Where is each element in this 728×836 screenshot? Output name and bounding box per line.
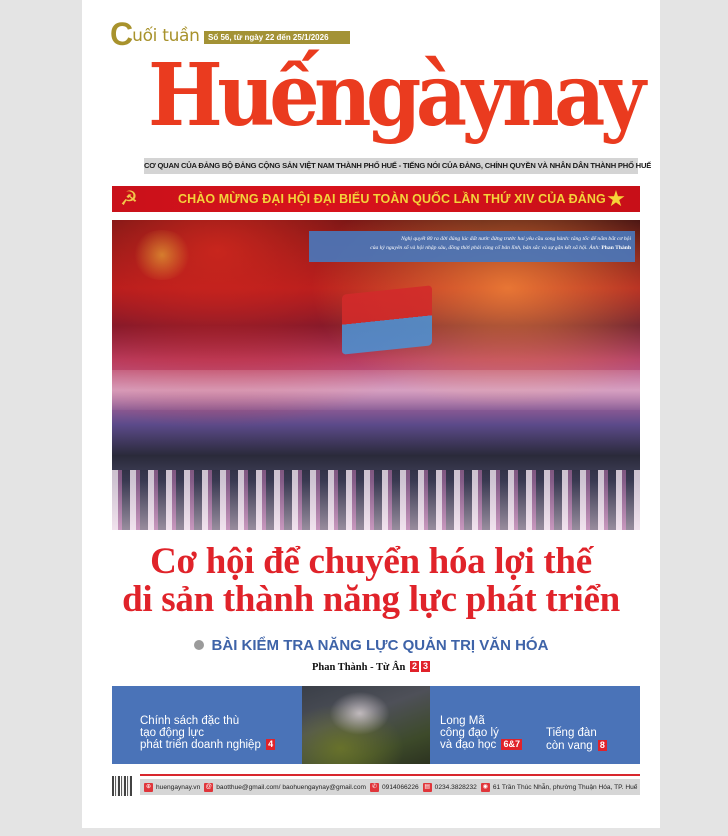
teaser-item-tieng-dan[interactable]	[546, 728, 607, 752]
caption-line-1: Nghị quyết 80 ra đời đúng lúc đất nước đứng trước hai yêu cầu song hành: tăng tốc để nắm bắt cơ hội	[401, 236, 631, 242]
teaser-line: công đạo lý	[440, 726, 499, 739]
flag-star-glow	[132, 230, 192, 280]
subhead-text: BÀI KIỂM TRA NĂNG LỰC QUẢN TRỊ VĂN HÓA	[211, 637, 549, 654]
teaser-line: Tiếng đàn	[546, 727, 597, 739]
page-ref-badge[interactable]: 8	[599, 739, 605, 750]
newspaper-title: Huếngàynay	[148, 45, 641, 146]
qr-code[interactable]	[112, 776, 132, 796]
section-label-initial: C	[110, 16, 134, 52]
page-ref-badge[interactable]: 4	[268, 739, 274, 749]
phone-number[interactable]: 0914066226	[382, 783, 419, 791]
byline-authors: Phan Thành - Từ Ân	[311, 662, 406, 673]
stage-smoke	[112, 370, 640, 410]
teaser-line: tạo động lực	[140, 726, 204, 739]
section-label-text: uối tuần	[132, 26, 200, 46]
email-link[interactable]: baotthue@gmail.com/ baohuengaynay@gmail.com	[216, 783, 366, 791]
fax-icon: ▤	[424, 783, 430, 790]
caption-credit: Phan Thành	[601, 245, 631, 251]
contact-footer	[112, 774, 640, 796]
issue-info: Số 56, từ ngày 22 đến 25/1/2026	[204, 31, 350, 44]
email-icon: @	[205, 783, 212, 790]
phone-icon: ✆	[371, 783, 378, 790]
teaser-line-text: còn vang	[546, 739, 593, 752]
congress-banner	[112, 186, 640, 212]
publisher-tagline: CƠ QUAN CỦA ĐẢNG BỘ ĐẢNG CỘNG SẢN VIỆT NAM THÀNH PHỐ HUẾ - TIẾNG NÓI CỦA ĐẢNG, CHÍNH QUYỀN VÀ NHÂN DÂN THÀNH PHỐ HUẾ	[144, 158, 638, 174]
headline-line-2: di sản thành năng lực phát triển	[122, 579, 620, 620]
newspaper-front-page	[82, 0, 660, 828]
teaser-line	[440, 739, 522, 752]
bullet-dot-icon	[194, 640, 204, 650]
globe-icon: ⊕	[145, 783, 152, 790]
website-link[interactable]: huengaynay.vn	[156, 783, 201, 791]
page-ref-badge[interactable]: 2	[412, 661, 418, 671]
fax-number: 0234.3828232	[434, 783, 477, 791]
teaser-line-text: phát triển doanh nghiệp	[140, 739, 261, 751]
teaser-strip	[112, 686, 640, 764]
teaser-line	[140, 739, 275, 752]
byline	[82, 661, 660, 675]
teaser-line: Chính sách đặc thù	[140, 715, 240, 727]
page-ref-badge[interactable]: 3	[423, 661, 429, 671]
teaser-line-text: và đạo học	[440, 739, 497, 751]
subheadline	[82, 636, 660, 656]
main-photo[interactable]	[112, 220, 640, 530]
banner-text: CHÀO MỪNG ĐẠI HỘI ĐẠI BIỂU TOÀN QUỐC LẦN THỨ XIV CỦA ĐẢNG	[178, 192, 606, 206]
star-icon: ★	[606, 186, 626, 211]
photo-caption	[309, 231, 635, 262]
teaser-item-long-ma[interactable]	[440, 716, 522, 752]
teaser-thumbnail-long-ma[interactable]	[302, 686, 430, 764]
main-headline[interactable]	[82, 543, 660, 619]
location-pin-icon: ◉	[482, 783, 488, 790]
headline-line-1: Cơ hội để chuyển hóa lợi thế	[150, 541, 592, 582]
teaser-line: Long Mã	[440, 715, 485, 727]
performers-row	[112, 470, 640, 530]
contact-bar	[140, 779, 640, 795]
teaser-line	[546, 740, 607, 753]
caption-line-2: của kỷ nguyên số và hội nhập sâu, đồng thời phải củng cố bản lĩnh, bản sắc và sự gắn kết xã hội. Ảnh:	[370, 245, 602, 251]
page-ref-badge[interactable]: 6&7	[503, 739, 520, 749]
flag-graphic	[342, 285, 432, 354]
teaser-item-business-policy[interactable]	[140, 716, 275, 752]
address: 61 Trần Thúc Nhẫn, phường Thuận Hóa, TP. Huế	[492, 783, 638, 791]
footer-divider	[140, 774, 640, 776]
hammer-sickle-icon: ☭	[120, 188, 138, 210]
